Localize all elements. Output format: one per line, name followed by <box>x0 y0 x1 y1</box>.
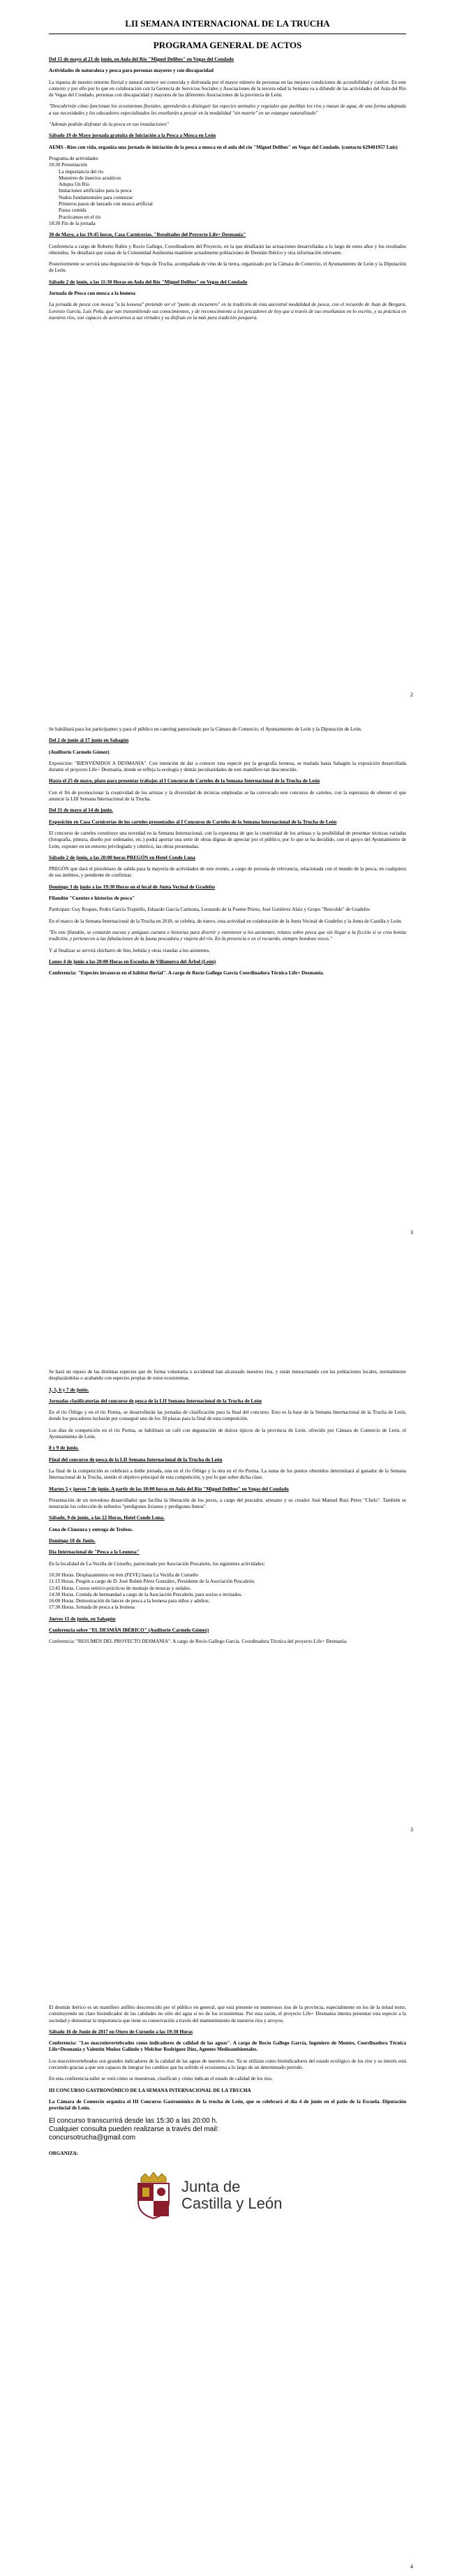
program-item: Practicamos en el río <box>59 214 101 220</box>
paragraph: Conferencia: "Especies invasoras en el hábitat fluvial". A cargo de Rocío Gallego García Coordinadora Técnica Life+ Desmanía. <box>49 970 325 976</box>
deadline-text: El concurso transcurrirá desde las 15:30 a las 20:00 h. <box>49 2116 218 2125</box>
page-2-content <box>49 726 406 981</box>
event-subheading: Cena de Clausura y entrega de Trofeos. <box>49 1526 133 1532</box>
paragraph: En esta conferencia-taller se verá cómo se muestrean, clasifican y cómo indican el estado de calidad de los ríos. <box>49 2076 273 2082</box>
event-heading: Día Internacional de "Pesca a la Leonesa" <box>49 1549 140 1556</box>
paragraph: Y al finalizar se servirá chicharro de lino, bebida y otras viandas a los asistentes. <box>49 947 211 953</box>
section-heading: III CONCURSO GASTRONÓMICO DE LA SEMANA INTERNACIONAL DE LA TRUCHA <box>49 2087 251 2093</box>
program-item: Adopta Un Río <box>59 182 89 188</box>
paragraph: Se hará un repaso de las distintas especies que de forma voluntaria o accidental han alcanzado nuestros ríos, y están interactuando con las poblaciones locales, normalmente desplazándolas o acabando con especies propias de estos ecosistemas. <box>49 1369 406 1382</box>
event-heading: 3, 5, 6 y 7 de junio. <box>49 1386 89 1393</box>
organiza-label: ORGANIZA: <box>49 2150 78 2156</box>
event-heading: Del 31 de mayo al 14 de junio. <box>49 807 113 814</box>
page-4-content <box>49 2005 406 2220</box>
paragraph: El concurso de carteles constituye una novedad en la Semana Internacional, con la esperanza de que la creatividad de los artistas y la posibilidad de presentar técnicas variadas (fotografía, pintura, diseño por ordenador, etc.) podrá aportar una serie de obras dignas de apreciar por el público, por lo que se ha decidido, con el apoyo del Ayuntamiento de León, exponer en un entorno privilegiado y céntrico, las obras presentadas. <box>49 830 406 849</box>
event-heading: Domingo 3 de junio a las 19:30 Horas en el local de Junta Vecinal de Gradefes <box>49 884 216 890</box>
paragraph: PREGÓN que dará el pistoletazo de salida para la mayoría de actividades de este evento, a cargo de persona de relevancia, relacionada con el mundo de la pesca, en cualquiera de sus ámbitos, y pendiente de confirmar. <box>49 866 406 879</box>
event-heading: Jueves 15 de junio, en Sahagún <box>49 1616 116 1622</box>
event-heading: Jornadas clasificatorias del concurso de pesca de la LII Semana Internacional de la Trucha de León <box>49 1398 262 1404</box>
date-range: Del 15 de mayo al 21 de junio, en Aula del Río "Miguel Delibes" en Vegas del Condado <box>49 57 234 62</box>
event-heading: Conferencia sobre "EL DESMÁN IBÉRICO" (Auditorio Carmelo Gómez) <box>49 1627 209 1634</box>
page-number: 2 <box>410 691 413 698</box>
event-intro: AEMS –Ríos con vida, organiza una jornada de iniciación de la pesca a mosca en el aula del río "Miguel Delibes" en Vegas del Condado. (contacto 629401957 Luis) <box>49 144 398 150</box>
schedule-list <box>49 1572 406 1611</box>
event-heading: Final del concurso de pesca de la LII Semana Internacional de la Trucha de León <box>49 1456 223 1463</box>
page-number: 3 <box>410 1827 413 1833</box>
logo-text <box>174 2179 282 2212</box>
program-item: 10:30 Presentación <box>49 162 87 168</box>
paragraph: Posteriormente se servirá una degustación de Sopa de Trucha, acompañada de vino de la tierra, organizado por la Cámara de Comercio, el Ayuntamiento de León y la Diputación de León. <box>49 261 406 274</box>
program-list <box>49 162 406 227</box>
paragraph: En la localidad de La Vecilla de Curueño, patrocinado por Asociación Pescaleón, los siguientes actividades: <box>49 1560 265 1567</box>
program-item: Muestreo de insectos acuáticos <box>59 175 121 181</box>
page-subtitle: PROGRAMA GENERAL DE ACTOS <box>153 40 302 50</box>
quote: "Además podrán disfrutar de la pesca en sus instalaciones" <box>49 122 169 128</box>
logo-line-1: Junta de <box>181 2177 241 2195</box>
event-heading: Sábado 2 de junio, a las 11:30 Horas en Aula del Río "Miguel Delibes" en Vegas del Condado <box>49 279 248 285</box>
paragraph: Conferencia a cargo de Roberto Rubio y Rocío Gallego, Coordinadores del Proyecto, en la que detallarán las actuaciones desarrolladas a lo largo de estos años y los resultados obtenidos. Se detallará que zonas de la Comunidad Autónoma mantiene actualmente poblaciones de Desmán Ibérico y otra información relevante. <box>49 243 406 256</box>
event-subheading: Jornada de Pesca con mosca a la leonesa <box>49 291 135 297</box>
schedule-item: 16:00 Horas. Demostración de lances de pesca a la leonesa para niños y adultos. <box>49 1598 210 1604</box>
paragraph: Conferencia: "Los macroinvertebrados como indicadores de calidad de las aguas". A cargo de Rocío Gallego García, Ingeniero de Montes, Coordinadora Técnica Life+Desmania y Valentín Muñoz Galindo y Melchor Rodríguez Díez, Agentes Medioambientales. <box>49 2040 406 2053</box>
page-number: 3 <box>410 1229 413 1236</box>
event-heading: Sábado, 9 de junio, a las 22 Horas, Hotel Conde Luna. <box>49 1515 165 1521</box>
paragraph: Con el fin de promocionar la creatividad de los artistas y la diversidad de técnicas empleadas se ha convocado este concurso de carteles, con la esperanza de obtener el que anuncie la LIII Semana Internacional de la Trucha. <box>49 789 406 803</box>
paragraph: En el río Órbigo y en el río Porma, se desarrollarán las jornadas de clasificación para la final del concurso. Esto es la base de la Semana Internacional de la Trucha de León, donde los pescadores lucharán por conseguir uno de los 30 plazas para la final de esta competición. <box>49 1410 406 1422</box>
program-item: 18:30 Fin de la jornada <box>49 220 96 226</box>
paragraph: Conferencia: "RESUMEN DEL PROYECTO DESMANIA". A cargo de Rocío Gallego García. Coordinadora Técnica del proyecto Life+ Desmanía. <box>49 1639 348 1645</box>
event-heading: Sábado 16 de Junio de 2017 en Otero de Curueño a las 19:30 Horas <box>49 2028 193 2035</box>
logo-line-2: Castilla y León <box>181 2194 283 2212</box>
event-heading: Exposición en Casa Carnicerías de los carteles presentados al I Concurso de Carteles de la Semana Internacional de la Trucha de León <box>49 819 337 825</box>
schedule-item: 17:30 Horas. Jornada de pesca a la leonesa <box>49 1604 135 1611</box>
junta-logo <box>133 2171 406 2220</box>
schedule-item: 11:15 Horas. Pregón a cargo de D. José Rubén Pérez González, Presidente de la Asociación Pescaleón. <box>49 1579 255 1585</box>
event-subheading: Filandón "Cuentos e historias de pesca" <box>49 895 135 902</box>
event-heading: 8 y 9 de junio. <box>49 1445 79 1451</box>
paragraph: Presentación de un novedoso desarrollador que facilita la liberación de los peces, a cargo del pescador, artesano y su creador José Manuel Ruiz Pérez "Chelo". También se mostrarán los colección de señuelos "perdigones livianos y perdigones llenos". <box>49 1497 406 1510</box>
query-text: Cualquier consulta pueden realizarse a través del mail: <box>49 2125 219 2133</box>
program-label: Programa de actividades <box>49 155 98 161</box>
page-3 <box>0 1369 455 1998</box>
event-heading: Del 2 de junio al 17 junio en Sahagún <box>49 738 129 744</box>
paragraph: Participan: Guy Roques, Pedro García Trapiello, Eduardo García Carmona, Leonardo de la Fuente Prieto, José Gutiérrez Alaiz y Grupo "Rescoldo" de Gradefes <box>49 907 370 913</box>
event-heading: Hasta el 25 de mayo, plazo para presentar trabajos al I Concurso de Carteles de la Semana Internacional de la Trucha de León <box>49 778 320 784</box>
page-4 <box>0 2005 455 2576</box>
page-1-content <box>49 18 406 326</box>
page-2 <box>0 726 455 1355</box>
program-item: Nudos fundamentales para comenzar <box>59 194 133 200</box>
quote: "En este filandón, se contarán nuevas y antiguas cuentos e historias para divertir y entretener a los asistentes, relatos sobre pesca que sin llegar a la ficción sí se crea bonita tradición, y pertenecen a las fabulaciones de la fauna pescadora y viajera del río. En la presencia o en el recuerdo, siempre bondoso voces." <box>49 929 406 942</box>
page-title: LII SEMANA INTERNACIONAL DE LA TRUCHA <box>125 18 330 29</box>
paragraph: La final de la competición se celebrará a doble jornada, una en el río Órbigo y la otra en el río Porma. La suma de los puntos obtenidos determinará al ganador de la Semana Internacional de la Trucha, siendo el objetivo principal de esta competición, y por lo que sobre dicha clase. <box>49 1468 406 1481</box>
paragraph: Los macroinvertebrados son grandes indicadores de la calidad de las aguas de nuestros ríos. Ya se utilizan como bioindicadores del estado ecológico de los ríos y su interés está creciendo gracias a que son capaces de integrar los cambios que ha sufrido el ecosistema a lo largo de un determinado periodo. <box>49 2058 406 2071</box>
event-subheading: (Auditorio Carmelo Gómez) <box>49 749 110 755</box>
paragraph: El desmán ibérico es un mamífero anfibio desconocido por el público en general, que está presente en numerosos ríos de la provincia, especialmente en los de la mitad norte, constituyendo un claro bioindicador de las calidades no sólo del agua si no de los ecosistemas. Por esta razón, el proyecto Life+ Desmania intenta presentar esta especie a la sociedad y demostrar la importancia que tiene su conservación a través del mantenimiento de nuestros ríos y arroyos. <box>49 2005 406 2024</box>
event-heading: Lunes 4 de junio a las 20:00 Horas en Escuelas de Villanueva del Árbol (León) <box>49 958 216 965</box>
program-item: Pausa comida <box>59 207 87 214</box>
schedule-item: 12:45 Horas. Cursos teórico-prácticos de montaje de moscas y sedales. <box>49 1585 191 1591</box>
paragraph: La jornada de pesca con mosca "a la leonesa" pretende ser el "punto de encuentro" en la tradición de ésta ancestral modalidad de pesca, con el recuerdo de Juan de Bergara, Lorenzo García, Luis Peña, que van transmitiendo sus conocimientos, y de reconocimiento a los pescadores de hoy que a través de sus enseñanzas en lo escrito, y su práctica en nuestros ríos, son capaces de acercarnos a sus virtudes y su disfrute en la más pura tradición pesquera. <box>49 302 406 321</box>
junta-castilla-leon-crest-icon <box>133 2171 174 2220</box>
quote: "Descubrirán cómo funcionan los ecosistemas fluviales, aprenderán a distinguir las especies animales y vegetales que pueblan los ríos y masas de agua, de una forma adaptada a sus necesidades y los educadores especializados les enseñarán a pescar en la modalidad "sin muerte" en un estanque naturalizado" <box>49 103 406 116</box>
paragraph: Exposición: "BIENVENIDOS A DESMANIA". Con intención de dar a conocer esta especie por la geografía leonesa, se traslada hasta Sahagún la exposición desarrollada durante el proyecto Life+ Desmanía, donde se refleja la ecología y demás peculiaridades de este mamífero tan desconocido. <box>49 760 406 773</box>
event-heading: 30 de Mayo, a las 19:45 horas, Casa Carnicerías. "Resultados del Proyecto Life+ Desmanía" <box>49 232 246 238</box>
event-heading: Sábado 19 de Mayo jornada gratuita de Iniciación a la Pesca a Mosca en León <box>49 133 216 139</box>
program-item: Primeros pasos de lanzado con mosca artificial <box>59 201 153 207</box>
page-1 <box>0 0 455 712</box>
schedule-item: 14:30 Horas. Comida de hermandad a cargo de la Asociación Pescaleón, para socios e invitados. <box>49 1591 243 1597</box>
page-number: 4 <box>410 2563 413 2570</box>
page-3-content <box>49 1369 406 1651</box>
paragraph: Se habilitará para los participantes y para el público un catering patrocinado por la Cámara de Comercio, el Ayuntamiento de León y la Diputación de León. <box>49 726 362 732</box>
paragraph: La riqueza de nuestro entorno fluvial y natural merece ser conocida y disfrutada por el mayor número de personas en las mejores condiciones de accesibilidad y confort. En este contexto y por ello por lo que en colaboración con la Gerencia de Servicios Sociales y Asociaciones de la tercera edad la Semana va a difundir de las actividades del Aula del Río de Vegas del Condado, personas con discapacidad y mayores de las diferentes Asociaciones de la provincia de León. <box>49 79 406 98</box>
paragraph: Los días de competición en el río Porma, se habilitará un café con degustación de dulces típicos de la provincia de León, ofrecido por Cámara de Comercio de León, el Ayuntamiento de León. <box>49 1427 406 1440</box>
event-heading: Martes 5 y jueves 7 de junio. A partir de las 18:00 horas en Aula del Río "Miguel Delibes" en Vegas del Condado <box>49 1486 289 1492</box>
event-heading: Sábado 2 de junio, a las 20:00 horas PREGÓN en Hotel Conde Luna <box>49 854 195 861</box>
event-heading: Domingo 10 de Junio. <box>49 1538 96 1544</box>
program-item: Imitaciones artificiales para la pesca <box>59 188 132 194</box>
heading-activities: Actividades de naturaleza y pesca para personas mayores y con discapacidad <box>49 68 214 74</box>
paragraph: La Cámara de Comercio organiza el III Concurso Gastronómico de la trucha de León, que se celebrará el día 4 de junio en el patio de la Escuela. Diputación provincial de León. <box>49 2098 406 2112</box>
paragraph: En el marco de la Semana Internacional de la Trucha en 2018, se celebra, de nuevo, esta actividad en colaboración de la Junta Vecinal de Gradefes y la Junta de Castilla y León. <box>49 918 403 924</box>
email-link[interactable]: concursotrucha@gmail.com <box>49 2133 136 2142</box>
schedule-item: 10:30 Horas. Desplazamiento en tren (FEVE) hasta La Vecilla de Curueño <box>49 1572 199 1578</box>
program-item: La importancia del río <box>59 168 104 175</box>
